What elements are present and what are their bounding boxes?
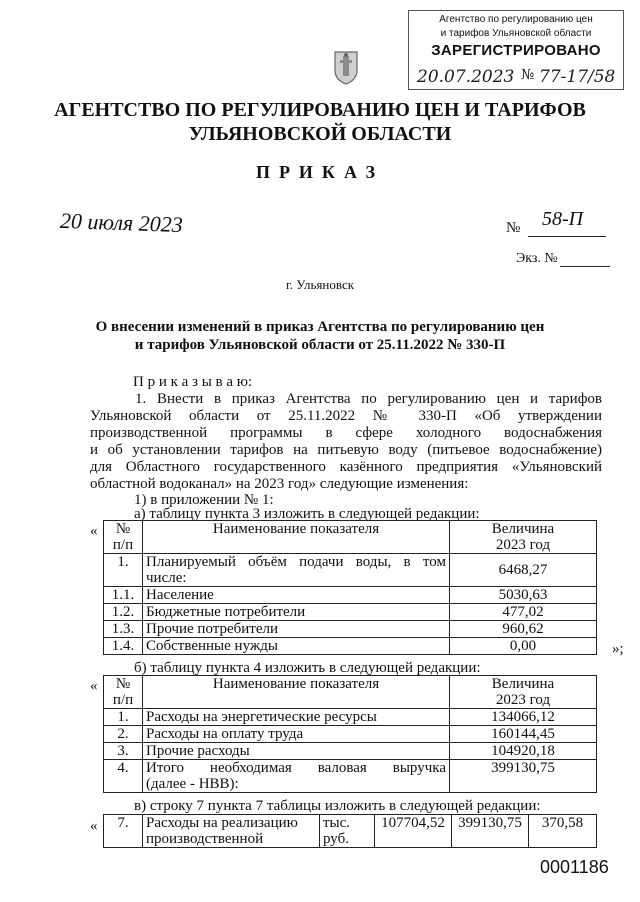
item-1-line: и об установлении тарифов на питьевую воду (питьевое водоснабжение) [90,442,602,458]
row-name: Итого необходимая валовая выручка (далее - НВВ): [143,760,450,793]
subitem-1: 1) в приложении № 1: [134,492,274,508]
row-value-1: 107704,52 [375,815,452,848]
table-item-7-row [103,814,597,848]
row-num: 2. [104,726,143,743]
row-name: Расходы на энергетические ресурсы [143,709,450,726]
item-1-line: для Областного государственного казённого предприятия «Ульяновский [90,459,602,475]
table-row [104,554,597,587]
document-type: ПРИКАЗ [255,162,385,182]
stamp-status: ЗАРЕГИСТРИРОВАНО [431,42,601,59]
table-row [104,587,597,604]
row-value: 477,02 [450,604,597,621]
row-value: 399130,75 [450,760,597,793]
item-1-line: областной водоканал» на 2023 год» следующие изменения: [90,476,469,492]
table-item-3 [103,520,597,655]
agency-name-line-1: АГЕНТСТВО ПО РЕГУЛИРОВАНИЮ ЦЕН И ТАРИФОВ [54,99,586,121]
stamp-date: 20.07.2023 [417,67,515,87]
row-value: 134066,12 [450,709,597,726]
row-num: 1. [104,709,143,726]
row-num: 4. [104,760,143,793]
table-row [104,760,597,793]
row-value: 6468,27 [450,554,597,587]
registration-stamp [408,10,624,90]
row-name: Население [143,587,450,604]
row-value: 0,00 [450,638,597,655]
header-num: № п/п [104,676,143,709]
stamp-line-1: Агентство по регулированию цен [439,14,593,25]
row-value-2: 399130,75 [452,815,529,848]
item-1-line: Ульяновской области от 25.11.2022 № 330-П «Об утверждении [90,408,602,424]
table-item-4 [103,675,597,793]
item-1-line: производственной программы в сфере холодного водоснабжения [90,425,602,441]
table-row [104,709,597,726]
subitem-c: в) строку 7 пункта 7 таблицы изложить в следующей редакции: [134,798,541,814]
table-row [104,815,597,848]
city: г. Ульяновск [285,277,355,292]
copy-number-line [560,266,610,267]
row-value-3: 370,58 [529,815,597,848]
table-row [104,726,597,743]
subject-line-1: О внесении изменений в приказ Агентства по регулированию цен [95,319,545,335]
header-value: Величина 2023 год [450,676,597,709]
stamp-no-label: № [521,67,535,83]
row-unit: тыс. руб. [320,815,375,848]
row-value: 160144,45 [450,726,597,743]
row-name: Собственные нужды [143,638,450,655]
row-num: 1. [104,554,143,587]
order-command: П р и к а з ы в а ю: [133,374,253,390]
row-value: 960,62 [450,621,597,638]
subitem-a: а) таблицу пункта 3 изложить в следующей редакции: [134,506,480,522]
subject-line-2: и тарифов Ульяновской области от 25.11.2022 № 330-П [134,337,506,353]
row-value: 104920,18 [450,743,597,760]
row-value: 5030,63 [450,587,597,604]
table-row [104,638,597,655]
agency-name [0,98,640,146]
stamp-line-2: и тарифов Ульяновской области [440,28,592,39]
coat-of-arms-icon [331,50,361,91]
open-quote: « [90,818,98,834]
open-quote: « [90,523,98,539]
copy-number-label: Экз. № [516,251,558,266]
agency-name-line-2: УЛЬЯНОВСКОЙ ОБЛАСТИ [188,123,452,145]
handwritten-date: 20 июля 2023 [59,207,184,238]
header-name: Наименование показателя [143,676,450,709]
subitem-b: б) таблицу пункта 4 изложить в следующей редакции: [134,660,481,676]
order-number-underline [528,236,606,237]
handwritten-order-number: 58-П [542,208,584,230]
row-name: Расходы на реализацию производственной [143,815,320,848]
row-num: 1.4. [104,638,143,655]
order-number-label: № [506,220,521,236]
header-value: Величина 2023 год [450,521,597,554]
row-num: 3. [104,743,143,760]
table-row [104,743,597,760]
item-1-line: 1. Внести в приказ Агентства по регулированию цен и тарифов [135,391,602,407]
close-quote: »; [612,641,624,657]
header-num: № п/п [104,521,143,554]
table-row [104,621,597,638]
serial-number: 0001186 [540,857,609,877]
row-name: Прочие потребители [143,621,450,638]
row-name: Прочие расходы [143,743,450,760]
stamp-reg-number: 77-17/58 [539,67,616,87]
item-1-paragraph [90,391,602,493]
row-num: 7. [104,815,143,848]
order-subject [60,318,580,354]
row-num: 1.3. [104,621,143,638]
header-name: Наименование показателя [143,521,450,554]
row-num: 1.2. [104,604,143,621]
open-quote: « [90,678,98,694]
row-num: 1.1. [104,587,143,604]
table-row [104,604,597,621]
table-header-row [104,521,597,554]
row-name: Расходы на оплату труда [143,726,450,743]
row-name: Бюджетные потребители [143,604,450,621]
row-name: Планируемый объём подачи воды, в том числе: [143,554,450,587]
table-header-row [104,676,597,709]
